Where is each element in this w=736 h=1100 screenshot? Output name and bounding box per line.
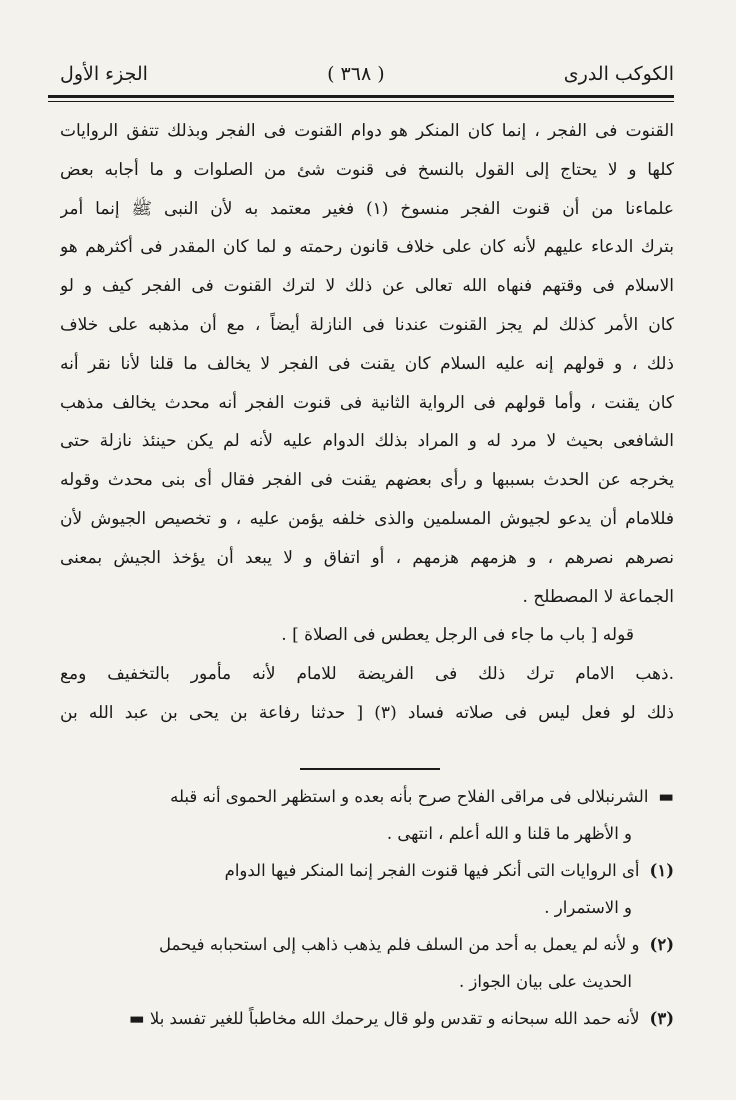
text-line: ذلك لو فعل ليس فى صلاته فساد (٣) [ حدثنا رفاعة بن يحى بن عبد الله بن [60, 702, 674, 723]
text-line: بترك الدعاء عليهم لأنه كان على خلاف قانون رحمته و لما كان المقدر فى أكثرهم هو [60, 237, 674, 258]
text-line: ذلك ، و قولهم إنه عليه السلام كان يقنت فى الفجر لا يخالف ما قلنا لأنا نقر أنه [60, 353, 674, 374]
footnote-continued [60, 778, 674, 815]
footnotes [60, 778, 674, 1037]
footnote-text: الحديث على بيان الجواز . [458, 972, 632, 991]
footnote-text: لأنه حمد الله سبحانه و تقدس ولو قال يرحمك الله مخاطباً للغير تفسد بلا [149, 1009, 640, 1028]
main-text [60, 112, 674, 733]
text-line: نصرهم نصرهم ، و هزمهم هزمهم ، أو اتفاق و لا يبعد أن يؤخذ الجيش بمعنى [60, 547, 674, 568]
footnote-2 [60, 926, 674, 963]
book-title: الكوكب الدرى [563, 63, 674, 85]
text-line: كان يقنت ، وأما قولهم فى الرواية الثانية فى قنوت الفجر أنه محدث يخالف مذهب [60, 392, 674, 413]
header-rule-thin [48, 101, 674, 102]
text-line: علماءنا من أن قنوت الفجر منسوخ (١) فغير معتمد به لأن النبى ﷺ إنما أمر [60, 198, 674, 219]
footnote-marker: (٣) [649, 1009, 674, 1028]
continuation-marker: ▬ [658, 787, 674, 806]
text-line: الشافعى بحيث لا مرد له و المراد بذلك الدوام عليه لأنه لم يكن حينئذ نازلة حتى [60, 431, 674, 452]
text-line: كلها و لا يحتاج إلى القول بالنسخ فى قنوت شئ من الصلوات و ما أجابه بعض [60, 159, 674, 180]
footnote-marker: (١) [649, 861, 674, 880]
footnote-text: و الاستمرار . [544, 898, 632, 917]
footnote-1 [60, 852, 674, 889]
text-line: الاسلام فى وقتهم فنهاه الله تعالى عن ذلك لا لترك القنوت فى الفجر كيف و لو [60, 276, 674, 297]
text-line: القنوت فى الفجر ، إنما كان المنكر هو دوام القنوت فى الفجر وبذلك تتفق الروايات [60, 121, 674, 141]
chapter-heading: قوله [ باب ما جاء فى الرجل يعطس فى الصلاة ] . [281, 625, 634, 646]
page-header [60, 54, 674, 94]
footnote-text: و لأنه لم يعمل به أحد من السلف فلم يذهب ذاهب إلى استحبابه فيحمل [159, 935, 640, 954]
footnote-text: أى الروايات التى أنكر فيها قنوت الفجر إنما المنكر فيها الدوام [224, 861, 640, 880]
footnote-3 [60, 1000, 674, 1037]
footnote-text: و الأظهر ما قلنا و الله أعلم ، انتهى . [386, 824, 632, 843]
footnote-marker: (٢) [649, 935, 674, 954]
page-number: ( ٣٦٨ ) [327, 63, 385, 85]
text-line: الجماعة لا المصطلح . [522, 586, 674, 607]
text-line: يخرجه عن الحدث بسببها و رأى بعضهم يقنت فى الفجر فقال أى بنى محدث وقوله [60, 470, 674, 491]
continuation-marker: ▬ [129, 1009, 145, 1028]
footnote-divider [300, 768, 440, 770]
footnote-text: الشرنبلالى فى مراقى الفلاح صرح بأنه بعده و استظهر الحموى أنه قبله [170, 787, 649, 806]
text-line: كان الأمر كذلك لم يجز القنوت عندنا فى النازلة أيضاً ، مع أن مذهبه على خلاف [60, 314, 674, 335]
text-line: فللامام أن يدعو لجيوش المسلمين والذى خلفه يؤمن عليه ، و تخصيص الجيوش لأن [60, 508, 674, 529]
text-line: .ذهب الامام ترك ذلك فى الفريضة للامام لأنه مأمور بالتخفيف ومع [60, 664, 674, 685]
header-rule-thick [48, 95, 674, 98]
volume-label: الجزء الأول [60, 63, 148, 85]
